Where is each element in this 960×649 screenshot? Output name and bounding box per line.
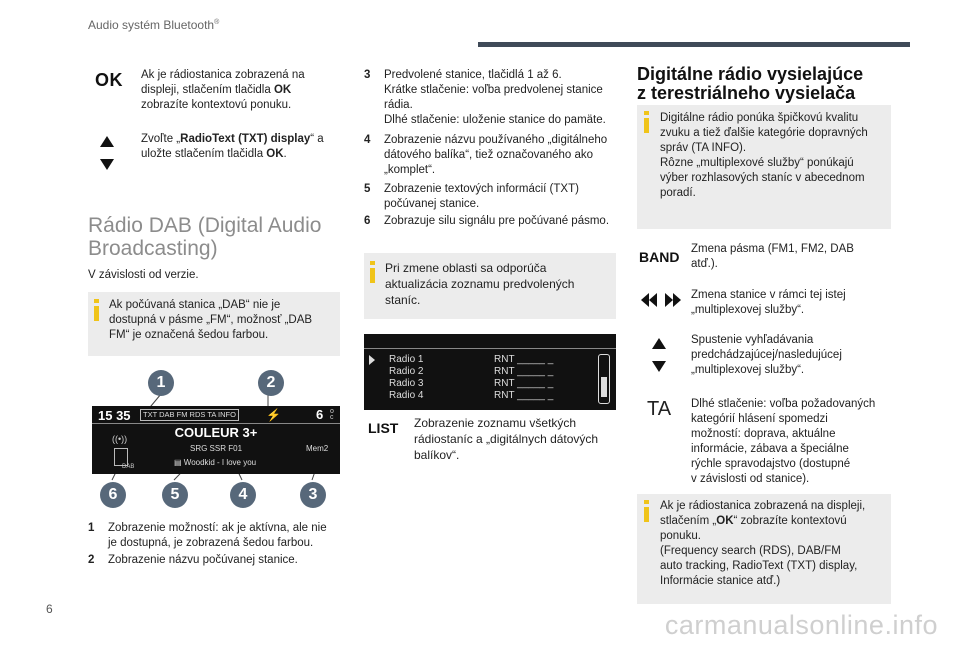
select-radiotext-description: Zvoľte „RadioText (TXT) display“ a uložte stlačením tlačidla OK. (141, 133, 324, 160)
dab-label: DAB (122, 464, 135, 470)
bluetooth-icon: ⚡ (266, 408, 281, 422)
list-item-1: 1 Zobrazenie možností: ak je aktívna, ale nie je dostupná, je zobrazená šedou farbou. (88, 522, 327, 549)
callout-4: 4 (230, 482, 256, 508)
info-icon (370, 268, 375, 283)
ok-description: Ak je rádiostanica zobrazená na displeji, stlačením tlačidla OK zobrazíte kontextovú ponuku. (141, 69, 305, 111)
ensemble-name: SRG SSR F01 (190, 444, 243, 453)
header-bar (478, 42, 910, 47)
left-right-arrows-icon (640, 292, 682, 308)
list-item-3: 3 Predvolené stanice, tlačidlá 1 až 6. Krátke stlačenie: voľba predvolenej stanice rádia. Dlhé stlačenie: uloženie stanice do pamäte. (364, 69, 606, 126)
digital-radio-heading: Digitálne rádio vysielajúce z terestriálneho vysielača (637, 64, 864, 103)
list-item-4: 4 Zobrazenie názvu používaného „digitálneho dátového balíka“, tiež označovaného ako „komplet“. (364, 134, 608, 176)
up-down-arrows-icon (98, 134, 116, 172)
list-item-2: 2 Zobrazenie názvu počúvanej stanice. (88, 554, 298, 566)
list-item: Radio 1 (389, 354, 424, 365)
change-station-description: Zmena stanice v rámci tej istej „multiplexovej služby“. (691, 289, 846, 316)
version-note: V závislosti od verzie. (88, 269, 199, 281)
station-list-values: RNT _____ _ RNT _____ _ RNT _____ _ RNT _____ _ (494, 354, 554, 401)
station-list-screen (364, 334, 616, 410)
band-button-symbol: BAND (639, 249, 680, 265)
station-list-names (389, 354, 423, 402)
antenna-icon: ((•)) (112, 434, 128, 444)
callout-2: 2 (258, 370, 284, 396)
list-item: Radio 2 (389, 366, 424, 377)
text-icon: ▤ (174, 458, 184, 467)
scrollbar-thumb (601, 377, 607, 397)
list-item-5: 5 Zobrazenie textových informácií (TXT) počúvanej stanice. (364, 183, 579, 210)
selector-arrow-icon (368, 354, 376, 366)
list-item-6: 6 Zobrazuje silu signálu pre počúvané pásmo. (364, 215, 610, 227)
list-description: Zobrazenie zoznamu všetkých rádiostaníc a „digitálnych dátových balíkov“. (414, 416, 599, 462)
scrollbar (598, 354, 610, 404)
running-header: Audio systém Bluetooth® (88, 18, 220, 32)
callout-6: 6 (100, 482, 126, 508)
band-description: Zmena pásma (FM1, FM2, DAB atď.). (691, 243, 854, 270)
info-icon (644, 118, 649, 133)
callout-5: 5 (162, 482, 188, 508)
up-down-arrows-icon (650, 336, 668, 374)
info-icon (94, 306, 99, 321)
callout-3: 3 (300, 482, 326, 508)
info-box-dab-fm: Ak počúvaná stanica „DAB“ nie je dostupná v pásme „FM“, možnosť „DAB FM“ je označená šedou farbou. (88, 292, 340, 356)
radio-screen (92, 406, 340, 474)
info-box-preset-update: Pri zmene oblasti sa odporúča aktualizácia zoznamu predvolených staníc. (364, 253, 616, 319)
ta-description: Dlhé stlačenie: voľba požadovaných kategórií hlásení spomedzi možností: doprava, aktuálne informácie, zábava a špeciálne rýchle spravodajstvo (dostupné v závislosti od stanice). (691, 398, 876, 485)
clock: 15 35 (98, 408, 131, 423)
ta-button-symbol: TA (647, 398, 672, 420)
dab-display-illustration (88, 368, 340, 510)
station-name: COULEUR 3+ (174, 425, 258, 440)
preset-number: 6 (316, 407, 324, 422)
info-box-context-menu: Ak je rádiostanica zobrazená na displeji, stlačením „OK“ zobrazíte kontextovú ponuku. (Frequency search (RDS), DAB/FM auto tracking, RadioText (TXT) display, Informácie stanice atď.) (637, 494, 891, 604)
signal-icon: ο c (330, 408, 334, 421)
ok-button-symbol: OK (95, 70, 123, 90)
watermark: carmanualsonline.info (664, 610, 938, 640)
radiotext-song: ▤ Woodkid - I love you (174, 458, 257, 467)
status-tags: TXT DAB FM RDS TA INFO (140, 409, 239, 421)
memory-label: Mem2 (306, 444, 329, 453)
page-number: 6 (46, 602, 53, 616)
multiplex-search-description: Spustenie vyhľadávania predchádzajúcej/nasledujúcej „multiplexovej služby“. (691, 334, 842, 376)
list-item: Radio 4 (389, 390, 424, 401)
info-icon (644, 507, 649, 522)
list-item: Radio 3 (389, 378, 424, 389)
dab-section-heading: Rádio DAB (Digital Audio Broadcasting) (88, 214, 322, 260)
info-box-digital-radio: Digitálne rádio ponúka špičkovú kvalitu zvuku a tiež ďalšie kategórie dopravných správ (TA INFO). Rôzne „multiplexové služby“ ponúkajú výber rozhlasových staníc v abecednom poradí. (637, 105, 891, 229)
callout-1: 1 (148, 370, 174, 396)
list-button-symbol: LIST (368, 420, 399, 436)
